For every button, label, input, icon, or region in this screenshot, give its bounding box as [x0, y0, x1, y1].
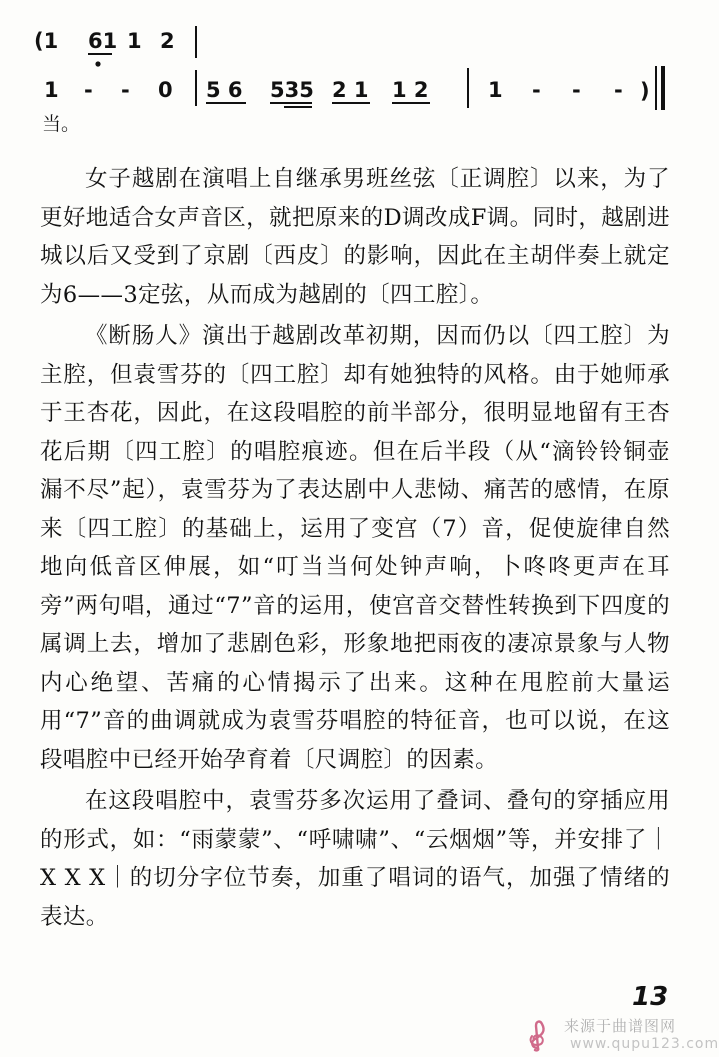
score-note: 5 6: [206, 78, 243, 102]
score-note: -: [572, 78, 581, 102]
score-lyric: 当。: [42, 113, 81, 135]
score-line1-note: (1: [34, 29, 59, 53]
score-note: -: [121, 78, 130, 102]
score-line1-note: 2: [160, 29, 175, 53]
watermark-line2: www.qupu123.com: [570, 1036, 719, 1052]
score-note: 0: [158, 78, 173, 102]
music-score: [0, 0, 700, 140]
score-note: 1: [488, 78, 503, 102]
score-note: 1 2: [392, 78, 429, 102]
score-line1-note: 61: [88, 29, 118, 53]
watermark: [520, 1012, 719, 1054]
score-line1-note: 1: [127, 29, 142, 53]
paragraph: 《断肠人》演出于越剧改革初期，因而仍以〔四工腔〕为主腔，但袁雪芬的〔四工腔〕却有她独特的风格。由于她师承于王杏花，因此，在这段唱腔的前半部分，很明显地留有王杏花后期〔四工腔〕的唱腔痕迹。但在后半段（从“滴铃铃铜壶漏不尽”起），袁雪芬为了表达剧中人悲恸、痛苦的感情，在原来〔四工腔〕的基础上，运用了变宫（7）音，促使旋律自然地向低音区伸展，如“叮当当何处钟声响，卜咚咚更声在耳旁”两句唱，通过“7”音的运用，使宫音交替性转换到下四度的属调上去，增加了悲剧色彩，形象地把雨夜的凄凉景象与人物内心绝望、苦痛的心情揭示了出来。这种在甩腔前大量运用“7”音的曲调就成为袁雪芬唱腔的特征音，也可以说，在这段唱腔中已经开始孕育着〔尺调腔〕的因素。: [40, 323, 670, 773]
page-number: 13: [632, 982, 669, 1012]
paragraph: 在这段唱腔中，袁雪芬多次运用了叠词、叠句的穿插应用的形式，如：“雨蒙蒙”、“呼啸啸”、“云烟烟”等，并安排了｜X X X｜的切分字位节奏，加重了唱词的语气，加强了情绪的表达。: [40, 788, 670, 930]
score-note: -: [614, 78, 623, 102]
body-text: [40, 160, 670, 936]
score-note: 2 1: [332, 78, 369, 102]
treble-clef-icon: [520, 1014, 556, 1052]
paragraph: 女子越剧在演唱上自继承男班丝弦〔正调腔〕以来，为了更好地适合女声音区，就把原来的D调改成F调。同时，越剧进城以后又受到了京剧〔西皮〕的影响，因此在主胡伴奏上就定为6——3定弦，从而成为越剧的〔四工腔〕。: [40, 166, 670, 308]
watermark-line1: 来源于曲谱图网: [564, 1017, 677, 1035]
score-note: -: [532, 78, 541, 102]
score-note: 535: [270, 78, 314, 102]
score-note: 1: [44, 78, 59, 102]
octave-dot: [95, 61, 100, 66]
score-note: -: [84, 78, 93, 102]
close-paren: ): [640, 79, 650, 103]
